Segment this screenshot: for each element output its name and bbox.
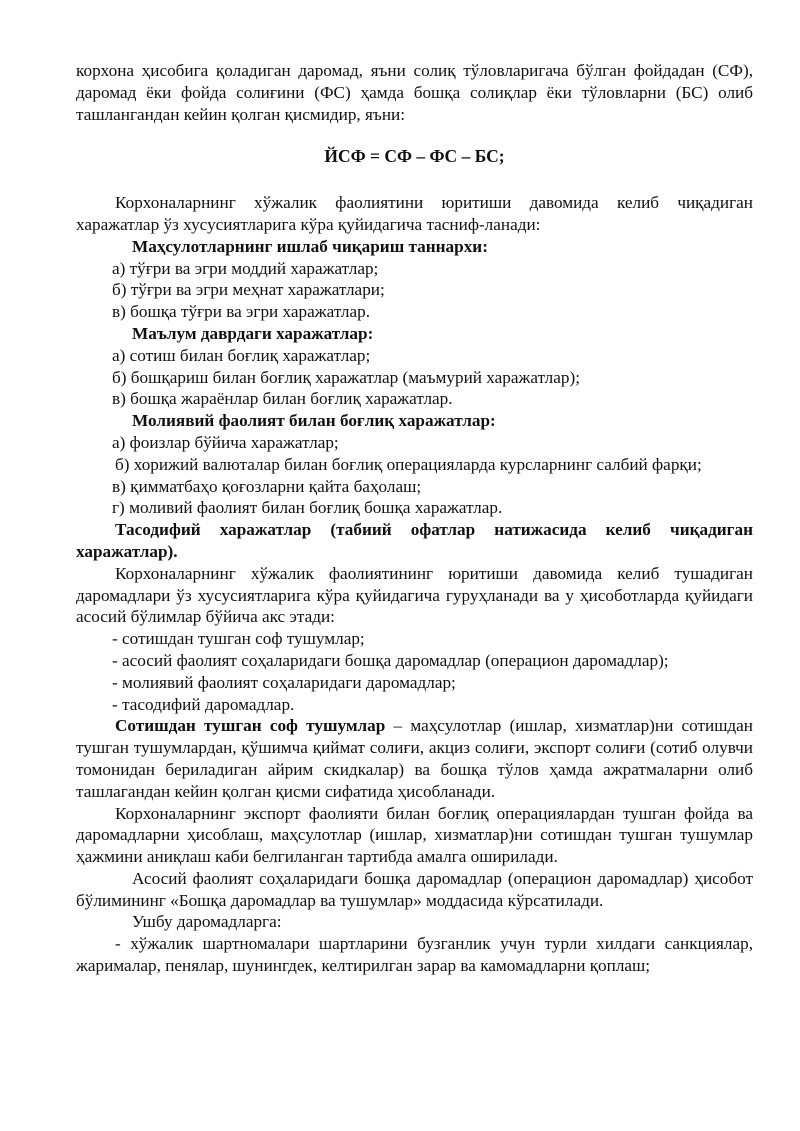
- period-expenses-heading: Маълум даврдаги харажатлар:: [132, 323, 374, 343]
- financial-expenses-item: г) моливий фаолият билан боғлиқ бошқа харажатлар.: [112, 498, 503, 518]
- profit-formula: ЙСФ = СФ – ФС – БС;: [324, 146, 505, 167]
- period-expenses-item: в) бошқа жараёнлар билан боғлиқ харажатлар.: [112, 389, 453, 409]
- income-item: - молиявий фаолият соҳаларидаги даромадлар;: [112, 672, 456, 692]
- income-item: - тасодифий даромадлар.: [112, 694, 295, 714]
- income-intro-paragraph: Корхоналарнинг хўжалик фаолиятининг юритиши давомида келиб тушадиган даромадлари ўз хусусиятларига кўра қуйидагича гуруҳланади ва у ҳисоботларда қуйидаги асосий бўлимлар бўйича акс этади:: [76, 563, 753, 627]
- income-item: - асосий фаолият соҳаларидаги бошқа даромадлар (операцион даромадлар);: [112, 650, 669, 670]
- financial-expenses-item: а) фоизлар бўйича харажатлар;: [112, 432, 339, 452]
- document-page: [76, 60, 753, 977]
- accidental-expenses-heading: Тасодифий харажатлар (табиий офатлар натижасида келиб чиқадиган харажатлар).: [76, 520, 753, 561]
- production-cost-item: б) тўғри ва эгри меҳнат харажатлари;: [112, 280, 385, 300]
- production-cost-item: а) тўғри ва эгри моддий харажатлар;: [112, 258, 379, 278]
- production-cost-heading: Маҳсулотларнинг ишлаб чиқариш таннархи:: [132, 236, 488, 256]
- period-expenses-item: а) сотиш билан боғлиқ харажатлар;: [112, 345, 371, 365]
- financial-expenses-heading: Молиявий фаолият билан боғлиқ харажатлар:: [132, 411, 496, 431]
- sanctions-item: - хўжалик шартномалари шартларини бузганлик учун турли хилдаги санкциялар, жарималар, пенялар, шунингдек, келтирилган зарар ва камомадларни қоплаш;: [76, 934, 753, 976]
- financial-expenses-item: б) хорижий валюталар билан боғлиқ операцияларда курсларнинг салбий фарқи;: [115, 454, 702, 474]
- financial-expenses-item: в) қимматбаҳо қоғозларни қайта баҳолаш;: [112, 476, 422, 496]
- other-income-paragraph: Асосий фаолият соҳаларидаги бошқа даромадлар (операцион даромадлар) ҳисобот бўлимининг «Бошқа даромадлар ва тушумлар» моддасида кўрсатилади.: [76, 868, 753, 910]
- income-item: - сотишдан тушган соф тушумлар;: [112, 629, 365, 649]
- intro-paragraph: корхона ҳисобига қоладиган даромад, яъни солиқ тўловларигача бўлган фойдадан (СФ), даромад ёки фойда солиғини (ФС) ҳамда бошқа солиқлар ёки тўловларни (БС) олиб ташлангандан кейин қолган қисмидир, яъни:: [76, 61, 753, 124]
- net-sales-paragraph: [76, 715, 753, 802]
- these-incomes-line: Ушбу даромадларга:: [132, 912, 282, 932]
- period-expenses-item: б) бошқариш билан боғлиқ харажатлар (маъмурий харажатлар);: [112, 367, 580, 387]
- export-paragraph: Корхоналарнинг экспорт фаолияти билан боғлиқ операциялардан тушган фойда ва даромадларни ҳисоблаш, маҳсулотлар (ишлар, хизматлар)ни сотишдан тушган тушумлар ҳажмини аниқлаш каби белгиланган тартибда амалга оширилади.: [76, 803, 753, 867]
- expenses-intro-paragraph: Корхоналарнинг хўжалик фаолиятини юритиши давомида келиб чиқадиган харажатлар ўз хусусиятларига кўра қуйидагича тасниф-ланади:: [76, 193, 753, 234]
- production-cost-item: в) бошқа тўғри ва эгри харажатлар.: [112, 302, 371, 322]
- net-sales-term: Сотишдан тушган соф тушумлар: [115, 716, 386, 736]
- net-sales-definition: – маҳсулотлар (ишлар, хизматлар)ни сотишдан тушган тушумлардан, қўшимча қиймат солиғи, акциз солиғи, экспорт солиғи (сотиб олувчи томонидан бериладиган айрим скидкалар) ва бошқа тўлов ҳамда ажратмаларни олиб ташлагандан кейин қолган қисми сифатида ҳисобланади.: [76, 716, 753, 801]
